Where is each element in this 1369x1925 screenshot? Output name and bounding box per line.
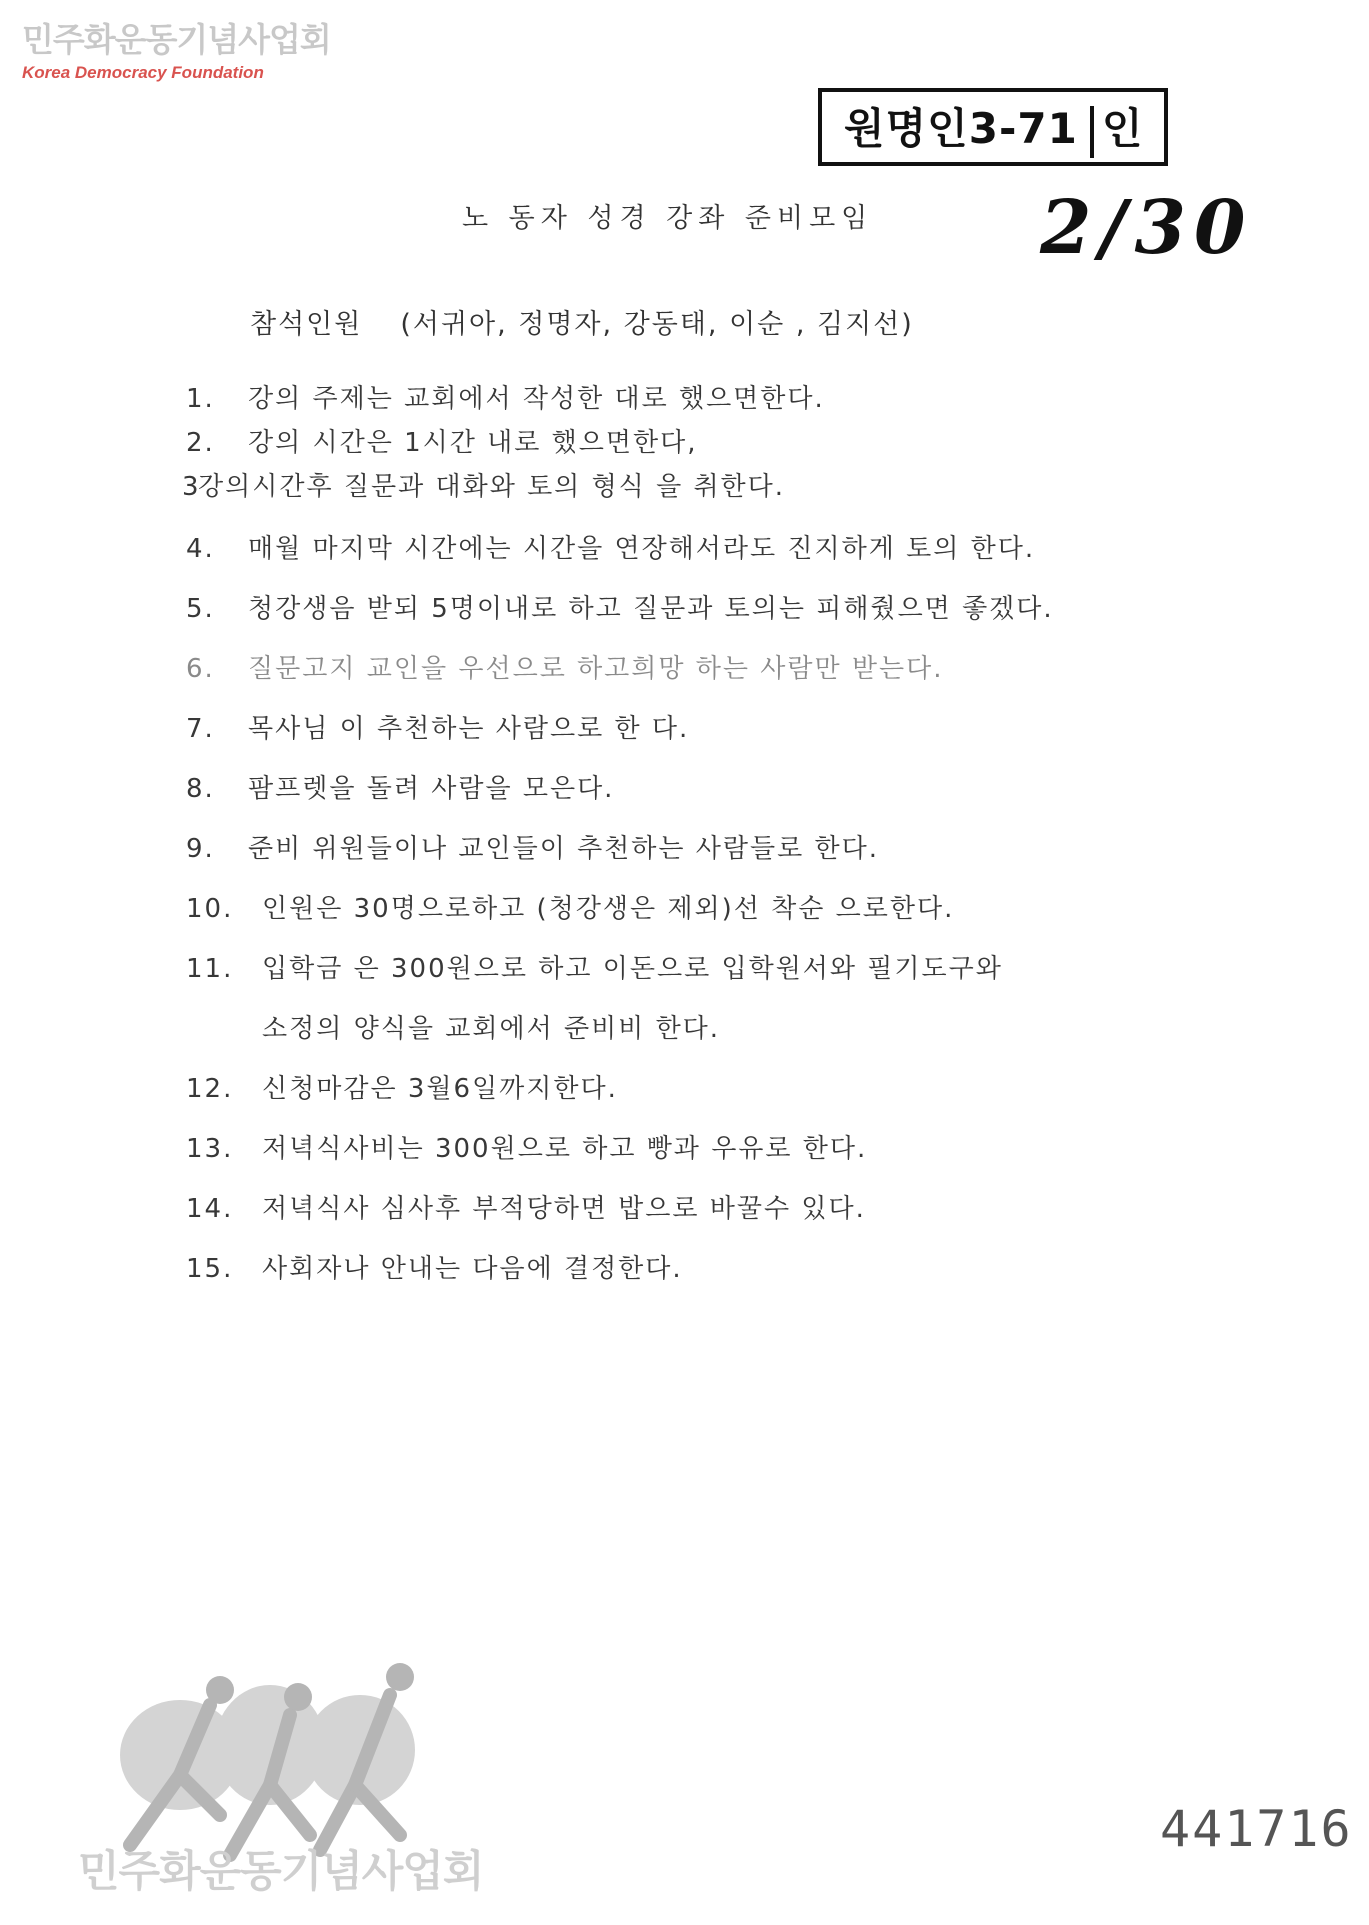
item-text: 강의시간후 질문과 대화와 토의 형식 을 취한다. (198, 472, 786, 502)
item-text: 목사님 이 추천하는 사람으로 한 다. (248, 714, 690, 744)
item-number: 3 (182, 472, 201, 502)
item-text: 질문고지 교인을 우선으로 하고희망 하는 사람만 받는다. (248, 654, 944, 684)
item-text: 팜프렛을 돌려 사람을 모은다. (248, 774, 615, 804)
list-item (186, 708, 689, 745)
document-title: 노 동자 성경 강좌 준비모임 (462, 203, 874, 234)
item-text: 인원은 30명으로하고 (청강생은 제외)선 착순 으로한다. (262, 894, 955, 924)
item-number: 6. (186, 654, 215, 684)
item-text: 저녁식사비는 300원으로 하고 빵과 우유로 한다. (262, 1134, 868, 1164)
handwritten-number: 2/30 (1040, 185, 1254, 271)
item-text: 사회자나 안내는 다음에 결정한다. (262, 1254, 683, 1284)
item-number: 12. (186, 1074, 234, 1104)
watermark-bottom-korean: 민주화운동기념사업회 (78, 1847, 484, 1897)
attendees-names: (서귀아, 정명자, 강동태, 이순 , 김지선) (400, 309, 914, 340)
item-text: 저녁식사 심사후 부적당하면 밥으로 바꿀수 있다. (262, 1194, 866, 1224)
item-text: 입학금 은 300원으로 하고 이돈으로 입학원서와 필기도구와 (262, 954, 1003, 984)
archive-stamp (818, 88, 1168, 166)
list-item (186, 768, 614, 805)
list-item (186, 1248, 683, 1285)
list-item (186, 588, 1054, 625)
item-number: 5. (186, 594, 215, 624)
item-text: 준비 위원들이나 교인들이 추천하는 사람들로 한다. (248, 834, 880, 864)
stamp-divider (1090, 106, 1094, 158)
item-text: 소정의 양식을 교회에서 준비비 한다. (262, 1014, 721, 1044)
attendees-label: 참석인원 (250, 309, 363, 340)
list-item (186, 1008, 720, 1045)
item-number: 8. (186, 774, 215, 804)
stamp-code: 원명인3-71 (844, 104, 1078, 154)
item-number: 11. (186, 954, 234, 984)
list-item (186, 1068, 618, 1105)
list-item (186, 888, 954, 925)
list-item (186, 1188, 866, 1225)
item-number: 7. (186, 714, 215, 744)
item-number: 2. (186, 428, 215, 458)
item-text: 매월 마지막 시간에는 시간을 연장해서라도 진지하게 토의 한다. (248, 534, 1036, 564)
watermark-english: Korea Democracy Foundation (22, 63, 264, 82)
list-item (182, 466, 785, 503)
item-number: 15. (186, 1254, 234, 1284)
item-number: 4. (186, 534, 215, 564)
item-number: 13. (186, 1134, 234, 1164)
item-number: 10. (186, 894, 234, 924)
item-text: 강의 주제는 교회에서 작성한 대로 했으면한다. (248, 384, 825, 414)
item-text: 청강생음 받되 5명이내로 하고 질문과 토의는 피해줬으면 좋겠다. (248, 594, 1054, 624)
list-item (186, 828, 879, 865)
item-number: 9. (186, 834, 215, 864)
item-text: 강의 시간은 1시간 내로 했으면한다, (248, 428, 698, 458)
list-item (186, 378, 825, 415)
watermark-top (22, 20, 331, 84)
list-item (186, 1128, 867, 1165)
list-item (186, 948, 1003, 985)
list-item (186, 422, 698, 459)
stamp-suffix: 인 (1101, 104, 1144, 154)
attendees-line (250, 302, 914, 341)
watermark-korean: 민주화운동기념사업회 (22, 20, 331, 59)
item-number: 1. (186, 384, 215, 414)
list-item (186, 528, 1035, 565)
item-number: 14. (186, 1194, 234, 1224)
list-item (186, 648, 944, 685)
item-text: 신청마감은 3월6일까지한다. (262, 1074, 618, 1104)
page-number: 441716 (1160, 1800, 1353, 1858)
